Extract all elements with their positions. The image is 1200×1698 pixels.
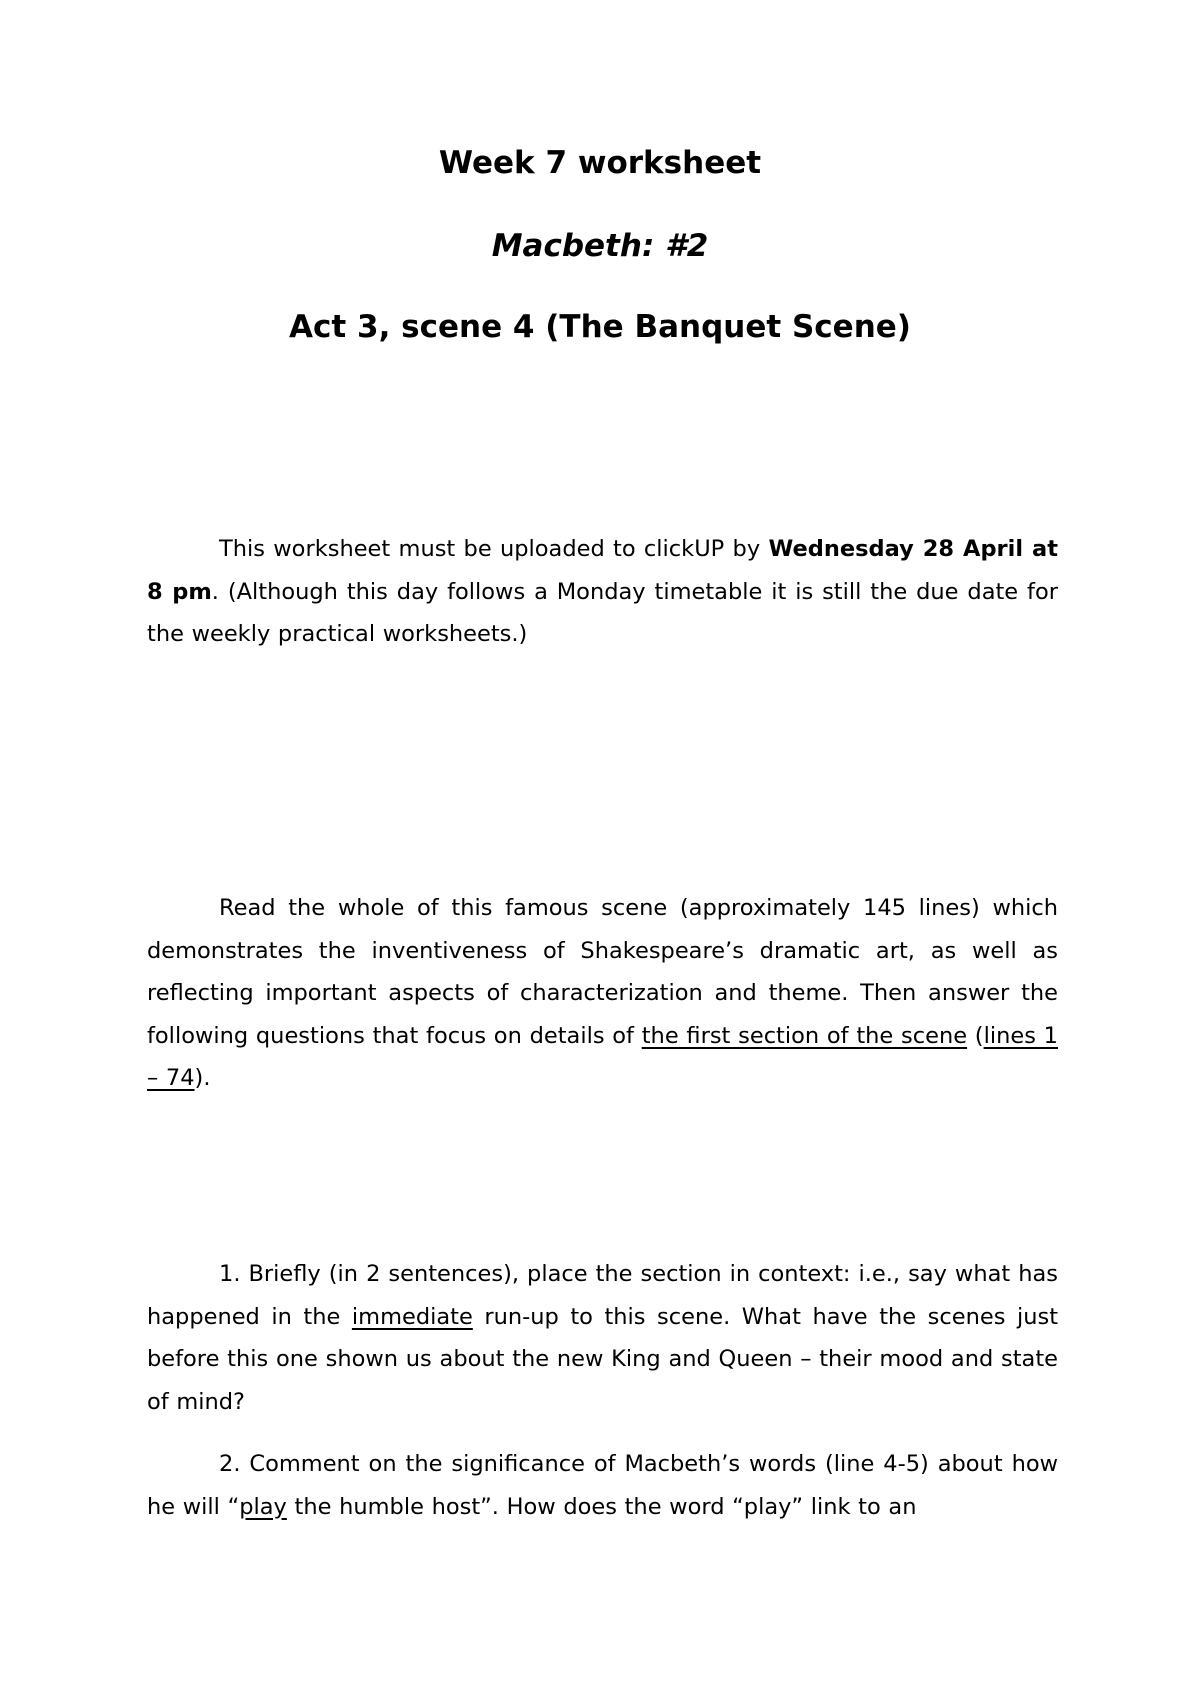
reading-text-open: (	[967, 1022, 984, 1049]
question-2-text: 2. Comment on the significance of Macbeth’s words (line 4-5) about how he will “	[147, 1451, 1058, 1520]
question-1-text: 1. Briefly (in 2 sentences), place the section in context: i.e., say what has happened in the	[147, 1261, 1058, 1330]
question-1-underlined-word: immediate	[351, 1303, 473, 1330]
lines-range-underlined: lines 1 – 74	[147, 1022, 1058, 1091]
reading-text-close: ).	[194, 1065, 211, 1091]
question-1	[147, 1253, 1058, 1423]
due-date: Wednesday 28 April at 8 pm	[147, 536, 1058, 605]
question-2	[147, 1443, 1058, 1528]
reading-paragraph	[147, 887, 1058, 1100]
question-2-underlined-word: play	[239, 1493, 287, 1520]
question-2-text-end: the humble host”. How does the word “play” link to an	[286, 1493, 917, 1520]
first-section-underlined: the first section of the scene	[641, 1022, 968, 1049]
page-subtitle: Macbeth: #2	[491, 228, 709, 264]
scene-heading: Act 3, scene 4 (The Banquet Scene)	[289, 309, 911, 345]
page-title: Week 7 worksheet	[438, 145, 762, 181]
instructions-paragraph	[147, 528, 1058, 656]
reading-text: Read the whole of this famous scene (approximately 145 lines) which demonstrates the inventiveness of Shakespeare’s dramatic art, as well as reflecting important aspects of characterization and theme. Then answer the following questions that focus on details of	[147, 895, 1058, 1049]
question-1-text-end: run-up to this scene. What have the scenes just before this one shown us about the new King and Queen – their mood and state of mind?	[147, 1303, 1059, 1415]
instructions-rest: . (Although this day follows a Monday timetable it is still the due date for the weekly practical worksheets.)	[147, 578, 1058, 647]
instructions-lead: This worksheet must be uploaded to clickUP by	[219, 536, 769, 562]
